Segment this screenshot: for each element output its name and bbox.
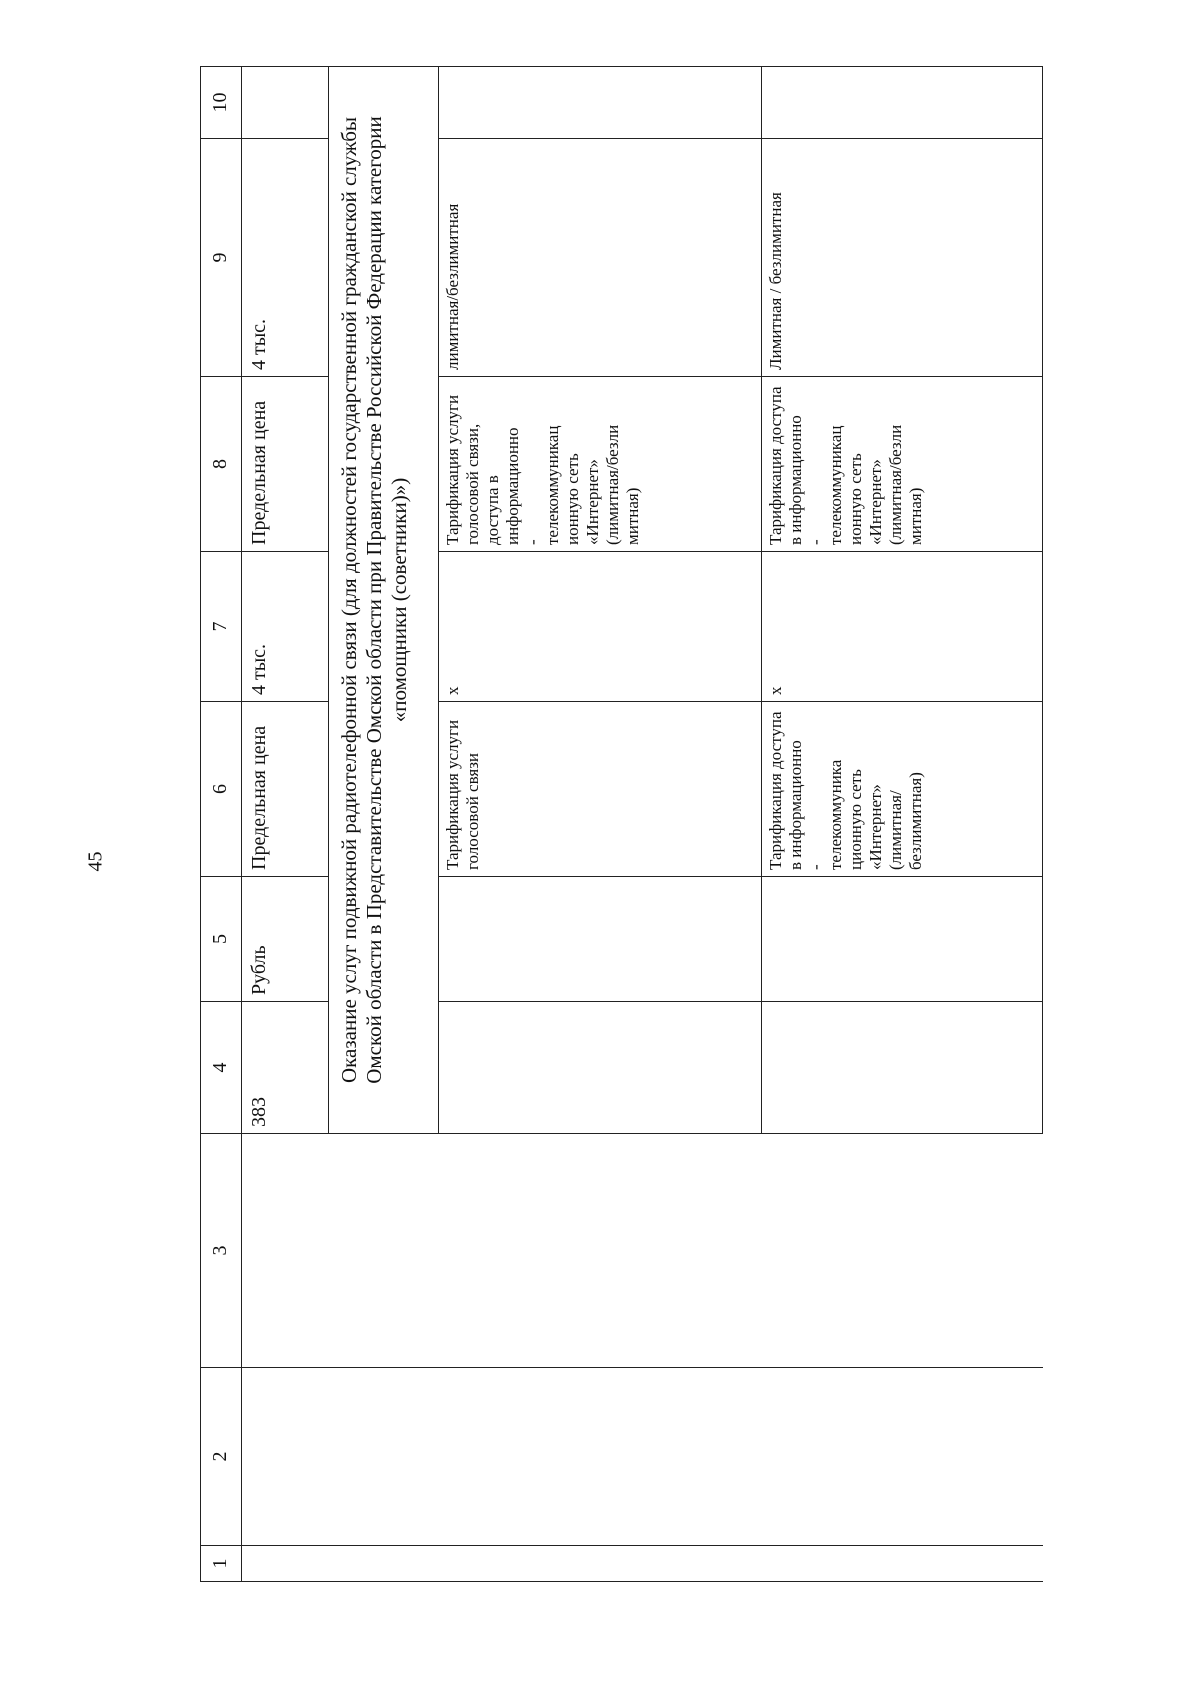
col-number-7: 7 [201, 552, 242, 702]
col-number-3: 3 [201, 1134, 242, 1368]
cell-value-9: лимитная/безлимитная [439, 139, 762, 377]
col-number-9: 9 [201, 139, 242, 377]
cell-characteristic-6: Тарификация доступа в информационно - телекоммуника ционную сеть «Интернет» (лимитная/ безлимитная) [762, 702, 1043, 877]
cell-value-7: x [439, 552, 762, 702]
cell-characteristic-6: Предельная цена [242, 702, 329, 877]
cell-empty-5 [762, 877, 1043, 1002]
col-number-2: 2 [201, 1368, 242, 1546]
cell-empty-4 [762, 1002, 1043, 1134]
cell-col10 [762, 67, 1043, 139]
col-number-5: 5 [201, 877, 242, 1002]
cell-col1-empty [242, 1546, 1043, 1582]
cell-col10 [242, 67, 329, 139]
rotated-table-wrapper [200, 67, 1030, 1582]
cell-col10 [439, 67, 762, 139]
cell-empty-5 [439, 877, 762, 1002]
col-number-10: 10 [201, 67, 242, 139]
col-number-6: 6 [201, 702, 242, 877]
cell-okei-code: 383 [242, 1002, 329, 1134]
cell-value-7: x [762, 552, 1043, 702]
cell-characteristic-6: Тарификация услуги голосовой связи [439, 702, 762, 877]
header-number-row [201, 67, 242, 1582]
requirements-table [200, 66, 1043, 1582]
section-title: Оказание услуг подвижной радиотелефонной связи (для должностей государственной гражданской службы Омской области в Представительстве Омской области при Правительстве Российской Федерации категории «помощники (советники)») [329, 67, 439, 1134]
cell-characteristic-8: Предельная цена [242, 377, 329, 552]
cell-value-9: Лимитная / безлимитная [762, 139, 1043, 377]
cell-col2-empty [242, 1368, 1043, 1546]
col-number-1: 1 [201, 1546, 242, 1582]
cell-characteristic-8: Тарификация услуги голосовой связи, доступа в информационно - телекоммуникац ионную сеть «Интернет» (лимитная/безли митная) [439, 377, 762, 552]
col-number-4: 4 [201, 1002, 242, 1134]
cell-unit: Рубль [242, 877, 329, 1002]
cell-characteristic-8: Тарификация доступа в информационно - телекоммуникац ионную сеть «Интернет» (лимитная/безли митная) [762, 377, 1043, 552]
cell-value-9: 4 тыс. [242, 139, 329, 377]
cell-value-7: 4 тыс. [242, 552, 329, 702]
page-number: 45 [84, 851, 107, 872]
cell-empty-4 [439, 1002, 762, 1134]
col-number-8: 8 [201, 377, 242, 552]
table-row-price [242, 67, 329, 1582]
cell-col3-empty [242, 1134, 1043, 1368]
